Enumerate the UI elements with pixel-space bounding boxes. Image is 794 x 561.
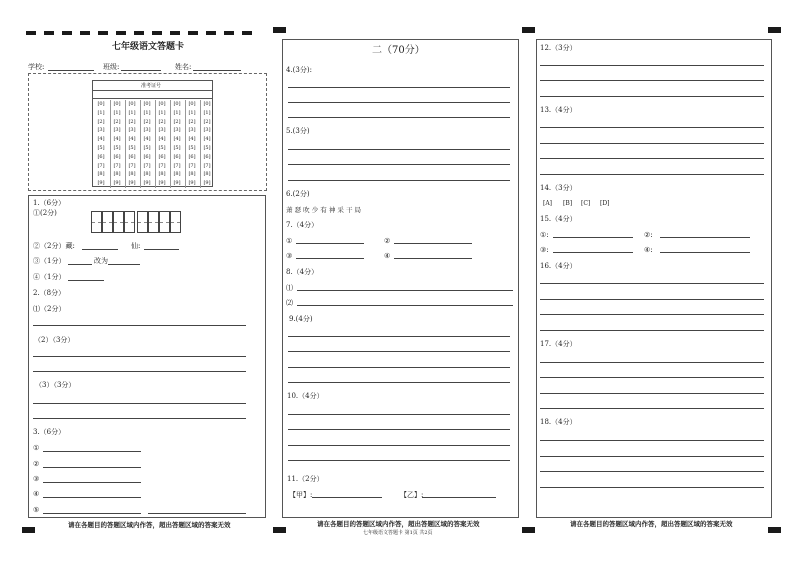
question-1-3-change-label: 改为 (94, 257, 108, 265)
footer-notice: 请在各题目的答题区域内作答，超出答题区域的答案无效 (317, 520, 480, 528)
answer-line[interactable] (553, 252, 633, 253)
digit-bubble[interactable]: [5] (128, 144, 136, 151)
question-1-1-label: ①(2分) (33, 209, 57, 217)
digit-bubble[interactable]: [8] (97, 171, 105, 178)
answer-line[interactable] (108, 264, 140, 265)
answer-line[interactable] (540, 456, 764, 457)
digit-bubble[interactable]: [5] (188, 144, 196, 151)
answer-line[interactable] (288, 117, 510, 118)
answer-line[interactable] (394, 243, 472, 244)
digit-bubble[interactable]: [0] (188, 101, 196, 107)
question-11-yi-label: 【乙】: (400, 491, 424, 499)
digit-bubble[interactable]: [4] (203, 136, 211, 143)
digit-bubble[interactable]: [1] (97, 109, 105, 116)
question-7-item: ② (384, 237, 391, 245)
digit-bubble[interactable]: [8] (203, 171, 211, 178)
question-15-item: ①: (540, 231, 549, 239)
answer-line[interactable] (68, 280, 104, 281)
digit-bubble[interactable]: [7] (173, 162, 181, 169)
exam-digit-column (170, 100, 183, 188)
digit-bubble[interactable]: [0] (113, 101, 121, 107)
digit-bubble[interactable]: [3] (173, 127, 181, 134)
digit-bubble[interactable]: [3] (128, 127, 136, 134)
digit-bubble[interactable]: [9] (188, 180, 196, 187)
digit-bubble[interactable]: [0] (158, 101, 166, 107)
digit-bubble[interactable]: [2] (113, 118, 121, 125)
alignment-mark (522, 27, 535, 33)
alignment-mark (273, 527, 286, 533)
answer-line[interactable] (68, 264, 92, 265)
alignment-mark (116, 31, 126, 35)
answer-line[interactable] (540, 330, 764, 331)
footer-notice: 请在各题目的答题区域内作答，超出答题区域的答案无效 (68, 521, 231, 529)
question-15-item: ③: (540, 246, 549, 254)
question-1-4-label: ④（1分） (33, 273, 66, 281)
alignment-mark (188, 31, 198, 35)
answer-line[interactable] (288, 149, 510, 150)
question-14-label: 14.（3分） (540, 184, 577, 192)
question-3-item: ⑤ (33, 506, 40, 514)
answer-line[interactable] (296, 258, 364, 259)
answer-line[interactable] (288, 382, 510, 383)
digit-bubble[interactable]: [0] (97, 101, 105, 107)
question-1-2b-label: 仙: (131, 242, 141, 250)
digit-bubble[interactable]: [4] (173, 136, 181, 143)
answer-line[interactable] (43, 451, 141, 452)
answer-line[interactable] (296, 243, 364, 244)
question-2-1-label: ⑴（2分） (33, 305, 66, 313)
question-6-label: 6.(2分) (286, 190, 310, 198)
digit-bubble[interactable]: [7] (158, 162, 166, 169)
question-7-label: 7.（4分） (286, 221, 319, 229)
digit-bubble[interactable]: [7] (203, 162, 211, 169)
answer-line[interactable] (540, 96, 764, 97)
answer-line[interactable] (148, 513, 246, 514)
digit-bubble[interactable]: [1] (113, 109, 121, 116)
alignment-mark (224, 31, 234, 35)
digit-bubble[interactable]: [1] (143, 109, 151, 116)
digit-bubble[interactable]: [2] (188, 118, 196, 125)
question-4-label: 4.(3分): (286, 66, 312, 74)
digit-bubble[interactable]: [7] (188, 162, 196, 169)
digit-bubble[interactable]: [8] (128, 171, 136, 178)
answer-line[interactable] (394, 258, 472, 259)
digit-bubble[interactable]: [2] (143, 118, 151, 125)
digit-bubble[interactable]: [3] (188, 127, 196, 134)
question-3-label: 3.（6分） (33, 428, 66, 436)
answer-line[interactable] (660, 252, 750, 253)
alignment-mark (768, 527, 781, 533)
exam-digit-column (140, 100, 153, 188)
alignment-mark (26, 31, 36, 35)
question-8-label: 8.（4分） (286, 268, 319, 276)
digit-bubble[interactable]: [4] (158, 136, 166, 143)
digit-bubble[interactable]: [8] (188, 171, 196, 178)
exam-digit-column (95, 100, 107, 188)
answer-line[interactable] (540, 362, 764, 363)
answer-line[interactable] (540, 283, 764, 284)
digit-bubble[interactable]: [3] (113, 127, 121, 134)
question-11-label: 11.（2分） (287, 475, 324, 483)
question-7-item: ① (286, 237, 293, 245)
digit-bubble[interactable]: [5] (203, 144, 211, 151)
digit-bubble[interactable]: [6] (188, 153, 196, 160)
digit-bubble[interactable]: [8] (173, 171, 181, 178)
answer-line[interactable] (82, 249, 118, 250)
answer-line[interactable] (312, 497, 382, 498)
digit-bubble[interactable]: [7] (143, 162, 151, 169)
answer-line[interactable] (43, 497, 141, 498)
answer-line[interactable] (43, 467, 141, 468)
answer-line[interactable] (33, 403, 246, 404)
digit-bubble[interactable]: [1] (158, 109, 166, 116)
school-field[interactable] (48, 70, 94, 71)
answer-line[interactable] (33, 418, 246, 419)
answer-line[interactable] (540, 80, 764, 81)
option-a[interactable]: [A] (543, 200, 553, 207)
digit-bubble[interactable]: [9] (128, 180, 136, 187)
exam-digit-column (125, 100, 138, 188)
question-3-item: ④ (33, 490, 40, 498)
answer-line[interactable] (540, 440, 764, 441)
alignment-mark (152, 31, 162, 35)
answer-line[interactable] (540, 377, 764, 378)
digit-bubble[interactable]: [7] (128, 162, 136, 169)
question-8-item: ⑴ (286, 284, 293, 292)
alignment-mark (768, 27, 781, 33)
question-3-item: ② (33, 460, 40, 468)
digit-bubble[interactable]: [3] (97, 127, 105, 134)
answer-line[interactable] (540, 127, 764, 128)
digit-bubble[interactable]: [0] (128, 101, 136, 107)
answer-line[interactable] (144, 249, 179, 250)
digit-bubble[interactable]: [6] (113, 153, 121, 160)
question-13-label: 13.（4分） (540, 106, 577, 114)
digit-bubble[interactable]: [6] (158, 153, 166, 160)
digit-bubble[interactable]: [7] (113, 162, 121, 169)
alignment-mark (242, 31, 252, 35)
answer-column-2 (282, 39, 519, 518)
digit-bubble[interactable]: [2] (97, 118, 105, 125)
question-11-jia-label: 【甲】: (289, 491, 313, 499)
answer-line[interactable] (540, 471, 764, 472)
answer-line[interactable] (288, 87, 510, 88)
digit-bubble[interactable]: [4] (97, 136, 105, 143)
digit-bubble[interactable]: [2] (203, 118, 211, 125)
answer-line[interactable] (288, 351, 510, 352)
name-field[interactable] (193, 70, 241, 71)
option-d[interactable]: [D] (600, 200, 610, 207)
answer-line[interactable] (540, 393, 764, 394)
answer-line[interactable] (540, 65, 764, 66)
question-12-label: 12.（3分） (540, 44, 577, 52)
digit-bubble[interactable]: [5] (113, 144, 121, 151)
exam-digit-column (110, 100, 123, 188)
question-15-label: 15.（4分） (540, 215, 577, 223)
question-1-2-label: ②（2分）藏: (33, 242, 75, 250)
digit-bubble[interactable]: [5] (97, 144, 105, 151)
digit-bubble[interactable]: [5] (173, 144, 181, 151)
answer-line[interactable] (288, 429, 510, 430)
question-16-label: 16.（4分） (540, 262, 577, 270)
question-1-label: 1.（6分） (33, 199, 66, 207)
answer-line[interactable] (553, 237, 633, 238)
answer-line[interactable] (288, 180, 510, 181)
exam-number-grid (92, 80, 213, 187)
answer-line[interactable] (540, 143, 764, 144)
digit-bubble[interactable]: [4] (113, 136, 121, 143)
digit-bubble[interactable]: [6] (97, 153, 105, 160)
page-title: 七年级语文答题卡 (112, 42, 185, 52)
answer-line[interactable] (288, 102, 510, 103)
option-c[interactable]: [C] (581, 200, 591, 207)
section-title: 二（70分） (372, 45, 425, 56)
answer-line[interactable] (540, 158, 764, 159)
alignment-mark (273, 27, 286, 33)
answer-line[interactable] (288, 460, 510, 461)
digit-bubble[interactable]: [8] (113, 171, 121, 178)
question-6-options[interactable]: 萧 瑟 吹 少 有 神 采 干 局 (286, 206, 362, 214)
digit-bubble[interactable]: [4] (188, 136, 196, 143)
alignment-mark (80, 31, 90, 35)
digit-bubble[interactable]: [7] (97, 162, 105, 169)
question-7-item: ④ (384, 252, 391, 260)
digit-bubble[interactable]: [9] (158, 180, 166, 187)
digit-bubble[interactable]: [0] (173, 101, 181, 107)
exam-digit-column (155, 100, 168, 188)
answer-line[interactable] (288, 367, 510, 368)
digit-bubble[interactable]: [9] (173, 180, 181, 187)
digit-bubble[interactable]: [2] (173, 118, 181, 125)
answer-line[interactable] (540, 487, 764, 488)
school-label: 学校: (28, 63, 45, 71)
question-8-item: ⑵ (286, 299, 293, 307)
question-17-label: 17.（4分） (540, 340, 577, 348)
page-number: 七年级语文答题卡 第1页 共2页 (363, 530, 433, 536)
digit-bubble[interactable]: [0] (203, 101, 211, 107)
digit-bubble[interactable]: [9] (143, 180, 151, 187)
digit-bubble[interactable]: [6] (128, 153, 136, 160)
digit-bubble[interactable]: [5] (143, 144, 151, 151)
answer-line[interactable] (43, 482, 141, 483)
digit-bubble[interactable]: [6] (173, 153, 181, 160)
question-7-item: ③ (286, 252, 293, 260)
question-3-item: ① (33, 444, 40, 452)
class-label: 班级: (103, 63, 120, 71)
option-b[interactable]: [B] (563, 200, 573, 207)
digit-bubble[interactable]: [1] (203, 109, 211, 116)
question-15-item: ②: (644, 231, 653, 239)
alignment-mark (98, 31, 108, 35)
digit-bubble[interactable]: [6] (143, 153, 151, 160)
digit-bubble[interactable]: [2] (128, 118, 136, 125)
digit-bubble[interactable]: [9] (97, 180, 105, 187)
alignment-mark (44, 31, 54, 35)
answer-line[interactable] (297, 290, 513, 291)
answer-line[interactable] (422, 497, 496, 498)
exam-digit-column (200, 100, 213, 188)
question-10-label: 10.（4分） (287, 392, 324, 400)
question-2-2-label: （2）（3分） (34, 336, 75, 344)
class-field[interactable] (121, 70, 161, 71)
answer-line[interactable] (288, 445, 510, 446)
digit-bubble[interactable]: [8] (143, 171, 151, 178)
answer-line[interactable] (540, 299, 764, 300)
digit-bubble[interactable]: [8] (158, 171, 166, 178)
digit-bubble[interactable]: [3] (158, 127, 166, 134)
digit-bubble[interactable]: [1] (188, 109, 196, 116)
answer-line[interactable] (43, 513, 141, 514)
alignment-mark (62, 31, 72, 35)
alignment-mark (170, 31, 180, 35)
digit-bubble[interactable]: [1] (128, 109, 136, 116)
answer-line[interactable] (297, 305, 513, 306)
question-2-label: 2.（8分） (33, 289, 66, 297)
digit-bubble[interactable]: [9] (113, 180, 121, 187)
question-2-3-label: （3）（3分） (35, 381, 76, 389)
question-1-3-label: ③（1分） (33, 257, 66, 265)
digit-bubble[interactable]: [3] (203, 127, 211, 134)
question-15-item: ④: (644, 246, 653, 254)
answer-line[interactable] (540, 174, 764, 175)
exam-number-label: 准考证号 (141, 83, 162, 89)
digit-bubble[interactable]: [9] (203, 180, 211, 187)
digit-bubble[interactable]: [3] (143, 127, 151, 134)
alignment-mark (206, 31, 216, 35)
answer-line[interactable] (540, 314, 764, 315)
digit-bubble[interactable]: [2] (158, 118, 166, 125)
digit-bubble[interactable]: [1] (173, 109, 181, 116)
digit-bubble[interactable]: [0] (143, 101, 151, 107)
alignment-mark (134, 31, 144, 35)
exam-digit-column (185, 100, 198, 188)
digit-bubble[interactable]: [4] (143, 136, 151, 143)
question-5-label: 5.(3分) (286, 127, 310, 135)
footer-notice: 请在各题目的答题区域内作答，超出答题区域的答案无效 (570, 520, 733, 528)
answer-line[interactable] (33, 356, 246, 357)
digit-bubble[interactable]: [5] (158, 144, 166, 151)
name-label: 姓名: (175, 63, 192, 71)
digit-bubble[interactable]: [4] (128, 136, 136, 143)
answer-line[interactable] (288, 414, 510, 415)
question-3-item: ③ (33, 475, 40, 483)
answer-line[interactable] (660, 237, 750, 238)
answer-line[interactable] (33, 371, 246, 372)
answer-line[interactable] (33, 325, 246, 326)
answer-line[interactable] (288, 336, 510, 337)
alignment-mark (522, 527, 535, 533)
answer-line[interactable] (288, 164, 510, 165)
digit-bubble[interactable]: [6] (203, 153, 211, 160)
question-9-label: 9.(4分) (289, 315, 313, 323)
alignment-mark (22, 527, 35, 533)
question-18-label: 18.（4分） (540, 418, 577, 426)
answer-line[interactable] (540, 408, 764, 409)
